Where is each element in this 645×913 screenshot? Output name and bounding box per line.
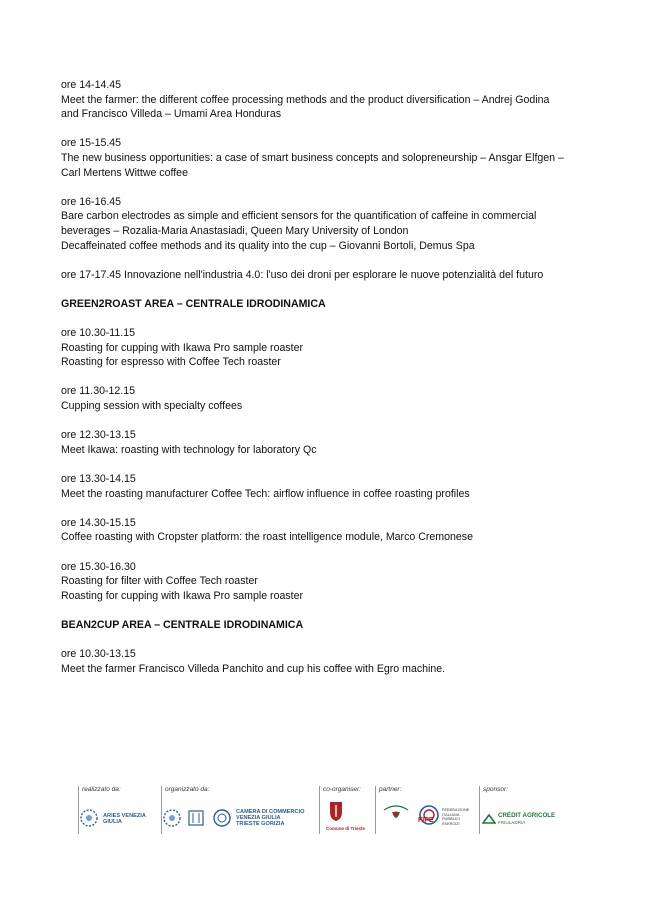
fipe-logo-subtext: FEDERAZIONE ITALIANA PUBBLICI ESERCIZI (442, 808, 470, 826)
session-time: ore 10.30-13.15 (61, 648, 136, 661)
section-heading-green2roast: GREEN2ROAST AREA – CENTRALE IDRODINAMICA (61, 297, 326, 310)
session-time: ore 14-14.45 (61, 79, 122, 91)
session-time: ore 13.30-14.15 (61, 473, 136, 486)
session-block (61, 647, 601, 676)
session-block (61, 428, 601, 457)
session-block (61, 516, 601, 545)
session-block (61, 268, 601, 283)
session-line: Meet the farmer Francisco Villeda Panchito and cup his coffee with Egro machine. (61, 662, 446, 675)
document-page (61, 78, 601, 691)
session-line: Bare carbon electrodes as simple and efficient sensors for the quantification of caffeine in commercial (61, 210, 537, 223)
session-line: and Francisco Villeda – Umami Area Honduras (61, 108, 282, 121)
footer-col-coorganiser (319, 786, 373, 834)
aries-logo-text: ARIES VENEZIA GIULIA (103, 813, 146, 826)
camera-logo-line2: VENEZIA GIULIA (236, 815, 281, 821)
sponsor-label: sponsor: (483, 786, 508, 793)
realizzato-label: realizzato da: (82, 786, 121, 793)
session-line: Meet the roasting manufacturer Coffee Tech: airflow influence in coffee roasting profiles (61, 487, 470, 500)
organizzato-label: organizzato da: (165, 786, 210, 793)
session-line: Roasting for cupping with Ikawa Pro sample roaster (61, 341, 304, 354)
session-block (61, 472, 601, 501)
session-line: Roasting for cupping with Ikawa Pro sample roaster (61, 589, 304, 602)
aries-logo-icon (79, 808, 99, 828)
session-block (61, 136, 601, 180)
section-heading-bean2cup: BEAN2CUP AREA – CENTRALE IDRODINAMICA (61, 618, 304, 631)
credit-agricole-icon (482, 813, 496, 825)
partner-label: partner: (379, 786, 402, 793)
comune-trieste-shield-icon (328, 800, 344, 822)
fipe-logo-text: FIPE (418, 817, 434, 824)
partner-emblem-icon (382, 802, 410, 826)
session-time: ore 15-15.45 (61, 137, 122, 150)
session-block (61, 560, 601, 604)
session-block (61, 326, 601, 370)
footer-col-partner (375, 786, 479, 834)
session-time: ore 14.30-15.15 (61, 516, 136, 529)
session-line: Coffee roasting with Cropster platform: the roast intelligence module, Marco Cremonese (61, 531, 473, 544)
organizer-logo-icon (162, 808, 182, 828)
session-time: ore 10.30-11.15 (61, 327, 136, 340)
session-line: Roasting for espresso with Coffee Tech roaster (61, 356, 281, 369)
comune-logo-text: Comune di Trieste (326, 826, 366, 831)
camera-commercio-icon (212, 808, 232, 828)
footer-logos (78, 786, 578, 836)
session-line: ore 17-17.45 Innovazione nell'industria 4.0: l'uso dei droni per esplorare le nuove potenzialità del futuro (61, 268, 544, 281)
session-time: ore 15.30-16.30 (61, 560, 136, 573)
session-block (61, 78, 601, 122)
session-time: ore 12.30-13.15 (61, 429, 136, 442)
session-line: Meet Ikawa: roasting with technology for laboratory Qc (61, 443, 317, 456)
camera-logo-line1: CAMERA DI COMMERCIO (236, 809, 305, 815)
coorganiser-label: co-organiser: (323, 786, 361, 793)
session-block (61, 384, 601, 413)
session-line: The new business opportunities: a case of smart business concepts and solopreneurship – Ansgar Elfgen – (61, 151, 564, 164)
footer-col-sponsor (479, 786, 583, 834)
session-line: Roasting for filter with Coffee Tech roaster (61, 575, 258, 588)
credit-agricole-subtext: FRIULADRIA (498, 820, 526, 825)
session-line: Decaffeinated coffee methods and its quality into the cup – Giovanni Bortoli, Demus Spa (61, 239, 475, 252)
session-time: ore 16-16.45 (61, 195, 122, 208)
footer-col-organizzato (161, 786, 315, 834)
session-time: ore 11.30-12.15 (61, 385, 136, 398)
camera-logo-line3: TRIESTE GORIZIA (236, 821, 285, 827)
session-line: Cupping session with specialty coffees (61, 400, 243, 413)
footer-col-realizzato (78, 786, 160, 834)
session-block (61, 195, 601, 253)
organizer-emblem-icon (186, 808, 206, 828)
credit-agricole-text: CRÉDIT AGRICOLE (498, 812, 556, 819)
session-line: Meet the farmer: the different coffee processing methods and the product diversification – Andrej Godina (61, 93, 550, 106)
session-line: Carl Mertens Wittwe coffee (61, 166, 188, 179)
session-line: beverages – Rozalia-Maria Anastasiadi, Queen Mary University of London (61, 224, 409, 237)
